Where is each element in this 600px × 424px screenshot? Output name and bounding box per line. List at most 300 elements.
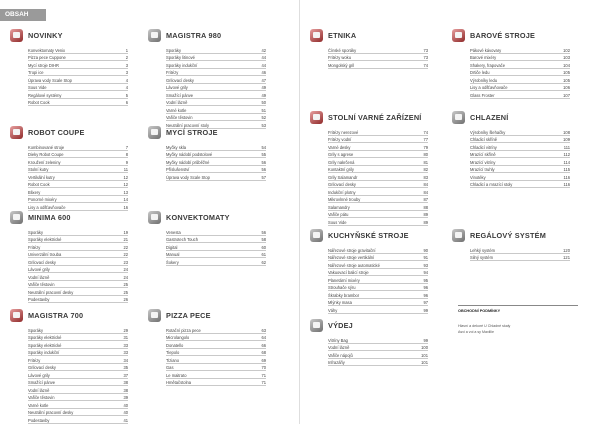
- section-title: KONVEKTOMATY: [166, 212, 230, 222]
- section-entries: [470, 46, 570, 99]
- section-entries: [166, 46, 266, 129]
- index-entry: [28, 379, 128, 387]
- section-thumbnail-icon: [10, 309, 23, 322]
- entry-name: Úprava vody Scale Stop: [28, 77, 72, 83]
- index-entry: [28, 401, 128, 409]
- entry-name: Podestavby: [28, 297, 50, 302]
- entry-name: Sous Vide: [28, 85, 47, 90]
- section-header: [310, 228, 428, 242]
- entry-name: Hmětačstolna: [166, 380, 192, 385]
- entry-page-number: 29: [123, 327, 128, 333]
- entry-name: Sporáky litinové: [166, 55, 195, 60]
- appliance-icon: [455, 114, 462, 120]
- entry-page-number: 103: [563, 55, 570, 60]
- section-magistra980: [148, 28, 266, 129]
- section-vydej: [310, 318, 428, 366]
- section-entries: [166, 326, 266, 386]
- section-entries: [28, 143, 128, 211]
- index-entry: [470, 158, 570, 166]
- section-title: PIZZA PECE: [166, 310, 211, 320]
- entry-name: Vodní lázně: [166, 100, 188, 105]
- index-entry: [328, 291, 428, 299]
- entry-name: Chladicí a mrazící stoly: [470, 182, 513, 187]
- appliance-icon: [313, 232, 320, 238]
- entry-name: Sporáky elektrické: [28, 335, 62, 340]
- entry-name: Mrazící vitríny: [470, 159, 496, 165]
- entry-page-number: 12: [123, 182, 128, 187]
- entry-page-number: 71: [261, 380, 266, 385]
- index-entry: [470, 136, 570, 144]
- entry-page-number: 21: [123, 237, 128, 242]
- entry-page-number: 84: [423, 189, 428, 195]
- entry-name: Úprava vody Scale Stop: [166, 174, 210, 180]
- entry-page-number: 54: [261, 144, 266, 150]
- entry-name: Grilovací desky: [328, 182, 356, 187]
- index-entry: [166, 341, 266, 349]
- section-header: [148, 28, 266, 42]
- entry-name: Robot Cook: [28, 182, 50, 187]
- index-entry: [328, 188, 428, 196]
- entry-name: Sporáky elektrické: [28, 237, 62, 242]
- entry-page-number: 51: [261, 107, 266, 113]
- entry-name: Kombinované stroje: [28, 144, 65, 150]
- entry-name: Myčky skla: [166, 144, 187, 150]
- index-entry: [470, 61, 570, 69]
- entry-page-number: 12: [123, 174, 128, 180]
- index-entry: [328, 46, 428, 54]
- entry-page-number: 44: [261, 55, 266, 60]
- entry-page-number: 41: [123, 417, 128, 423]
- entry-name: Gas: [166, 365, 174, 370]
- index-entry: [28, 151, 128, 159]
- entry-page-number: 16: [123, 204, 128, 210]
- index-entry: [328, 158, 428, 166]
- index-entry: [166, 151, 266, 159]
- index-entry: [470, 166, 570, 174]
- entry-page-number: 80: [423, 152, 428, 157]
- index-entry: [470, 246, 570, 254]
- index-entry: [328, 203, 428, 211]
- entry-page-number: 105: [563, 77, 570, 83]
- entry-name: Fritézy: [166, 70, 179, 75]
- entry-page-number: 24: [123, 267, 128, 272]
- entry-name: Šokery: [166, 259, 179, 265]
- entry-page-number: 101: [421, 352, 428, 358]
- entry-page-number: 116: [563, 174, 570, 180]
- contents-tab: OBSAH: [0, 9, 46, 21]
- appliance-icon: [13, 32, 20, 38]
- index-entry: [328, 254, 428, 262]
- index-entry: [166, 243, 266, 251]
- entry-name: Vařiče nápojů: [328, 352, 353, 358]
- index-entry: [470, 181, 570, 189]
- section-entries: [470, 246, 570, 261]
- index-entry: [28, 228, 128, 236]
- entry-page-number: 35: [123, 365, 128, 370]
- entry-name: Sous Vide: [328, 219, 347, 225]
- index-entry: [328, 284, 428, 292]
- entry-page-number: 49: [261, 92, 266, 98]
- section-title: VÝDEJ: [328, 320, 353, 330]
- entry-page-number: 97: [423, 300, 428, 305]
- section-stolnivarne: [310, 110, 428, 226]
- index-entry: [28, 266, 128, 274]
- entry-name: Planetární mixéry: [328, 277, 360, 283]
- index-entry: [328, 246, 428, 254]
- entry-name: Smažící pánve: [28, 380, 56, 385]
- index-entry: [328, 136, 428, 144]
- index-entry: [328, 269, 428, 277]
- index-entry: [470, 128, 570, 136]
- entry-page-number: 66: [261, 342, 266, 348]
- entry-page-number: 37: [123, 372, 128, 378]
- index-entry: [166, 54, 266, 62]
- entry-name: Smažící pánve: [166, 92, 194, 98]
- entry-page-number: 38: [123, 387, 128, 393]
- index-entry: [28, 236, 128, 244]
- entry-name: Tropi ice: [28, 70, 44, 75]
- terms-note: [458, 305, 578, 335]
- index-entry: [28, 173, 128, 181]
- section-regalove: [452, 228, 570, 261]
- index-entry: [166, 106, 266, 114]
- section-barovestroje: [452, 28, 570, 99]
- entry-page-number: 111: [563, 144, 570, 150]
- index-entry: [28, 188, 128, 196]
- entry-page-number: 99: [423, 337, 428, 343]
- entry-page-number: 60: [261, 244, 266, 250]
- index-entry: [28, 69, 128, 77]
- index-entry: [28, 166, 128, 174]
- index-entry: [166, 114, 266, 122]
- section-entries: [328, 336, 428, 366]
- entry-page-number: 58: [261, 237, 266, 242]
- section-header: [148, 210, 266, 224]
- entry-name: Vodní lázně: [28, 274, 50, 280]
- index-entry: [328, 351, 428, 359]
- entry-name: Sporáky indukční: [28, 350, 60, 355]
- entry-page-number: 22: [123, 252, 128, 257]
- section-title: NOVINKY: [28, 30, 63, 40]
- entry-page-number: 120: [563, 247, 570, 253]
- index-entry: [166, 251, 266, 259]
- entry-page-number: 106: [563, 85, 570, 90]
- entry-name: Pákové kávovary: [470, 47, 502, 53]
- appliance-icon: [13, 214, 20, 220]
- section-thumbnail-icon: [310, 229, 323, 242]
- section-thumbnail-icon: [310, 111, 323, 124]
- index-entry: [470, 76, 570, 84]
- entry-name: Lávové grily: [166, 85, 188, 90]
- index-entry: [28, 356, 128, 364]
- entry-name: Mlýnky masa: [328, 300, 352, 305]
- index-entry: [166, 69, 266, 77]
- entry-page-number: 88: [423, 204, 428, 210]
- entry-page-number: 8: [125, 152, 128, 157]
- entry-page-number: 19: [123, 229, 128, 235]
- entry-page-number: 102: [563, 47, 570, 53]
- entry-name: Grilovací desky: [28, 365, 56, 370]
- entry-name: Vodní lázně: [328, 345, 350, 350]
- entry-name: Le maitrato: [166, 372, 187, 378]
- section-entries: [166, 143, 266, 181]
- index-entry: [328, 344, 428, 352]
- entry-page-number: 24: [123, 274, 128, 280]
- entry-page-number: 61: [261, 252, 266, 257]
- entry-page-number: 34: [123, 357, 128, 363]
- section-header: [10, 210, 128, 224]
- index-entry: [166, 364, 266, 372]
- appliance-icon: [13, 129, 20, 135]
- entry-name: Fritézy: [28, 244, 41, 250]
- section-thumbnail-icon: [310, 29, 323, 42]
- entry-name: Drtiče ledu: [470, 70, 490, 75]
- index-entry: [166, 166, 266, 174]
- entry-page-number: 53: [261, 122, 266, 128]
- appliance-icon: [151, 129, 158, 135]
- entry-name: Příslušenství: [166, 167, 190, 172]
- section-entries: [328, 46, 428, 69]
- entry-page-number: 99: [423, 307, 428, 313]
- entry-name: Tiziano: [166, 357, 180, 363]
- entry-name: Sporáky: [166, 47, 182, 53]
- index-entry: [28, 349, 128, 357]
- section-header: [310, 318, 428, 332]
- index-entry: [28, 273, 128, 281]
- entry-name: Grily Salamandr: [328, 174, 358, 180]
- section-novinky: [10, 28, 128, 106]
- index-entry: [28, 61, 128, 69]
- index-entry: [328, 166, 428, 174]
- entry-name: Vařiče těstovin: [28, 395, 55, 400]
- index-entry: [166, 61, 266, 69]
- index-entry: [328, 359, 428, 367]
- entry-name: Microlangolo: [166, 335, 190, 340]
- section-title: ROBOT COUPE: [28, 127, 85, 137]
- entry-name: Lisy a odšťavňovače: [28, 204, 66, 210]
- entry-name: Nářezové stroje vertikální: [328, 255, 375, 260]
- section-title: BAROVÉ STROJE: [470, 30, 536, 40]
- section-thumbnail-icon: [10, 126, 23, 139]
- entry-name: Mrazící skříně: [470, 152, 496, 157]
- entry-name: Salamandry: [328, 204, 350, 210]
- index-entry: [166, 46, 266, 54]
- entry-page-number: 26: [123, 297, 128, 302]
- section-title: MAGISTRA 700: [28, 310, 84, 320]
- entry-page-number: 4: [125, 77, 128, 83]
- index-entry: [166, 173, 266, 181]
- entry-name: Venesta: [166, 229, 181, 235]
- index-entry: [28, 84, 128, 92]
- entry-name: Výrobníky šlehačky: [470, 129, 506, 135]
- section-thumbnail-icon: [452, 29, 465, 42]
- entry-name: Kontaktní grily: [328, 167, 354, 172]
- section-title: KUCHYŇSKÉ STROJE: [328, 230, 409, 240]
- index-entry: [328, 211, 428, 219]
- entry-page-number: 89: [423, 212, 428, 217]
- section-entries: [328, 246, 428, 314]
- section-thumbnail-icon: [452, 229, 465, 242]
- section-title: ETNIKA: [328, 30, 357, 40]
- entry-name: Sporáky: [28, 229, 44, 235]
- section-header: [310, 110, 428, 124]
- index-entry: [28, 54, 128, 62]
- index-entry: [470, 173, 570, 181]
- index-entry: [28, 76, 128, 84]
- index-entry: [28, 281, 128, 289]
- index-entry: [28, 251, 128, 259]
- entry-name: Lisy a odšťavňovače: [470, 85, 508, 90]
- entry-page-number: 114: [563, 159, 570, 165]
- entry-page-number: 107: [563, 92, 570, 98]
- page-fold-divider: [299, 0, 300, 424]
- appliance-icon: [455, 232, 462, 238]
- section-robotcoupe: [10, 125, 128, 211]
- entry-page-number: 68: [261, 350, 266, 355]
- entry-name: Lehký systém: [470, 247, 496, 253]
- index-entry: [328, 336, 428, 344]
- entry-page-number: 115: [563, 167, 570, 172]
- section-thumbnail-icon: [452, 111, 465, 124]
- index-entry: [28, 416, 128, 424]
- index-entry: [166, 371, 266, 379]
- entry-page-number: 5: [125, 92, 128, 98]
- entry-page-number: 64: [261, 335, 266, 340]
- section-title: REGÁLOVÝ SYSTÉM: [470, 230, 546, 240]
- entry-page-number: 87: [423, 197, 428, 202]
- index-entry: [470, 46, 570, 54]
- section-header: [148, 122, 266, 139]
- entry-name: Univerzální trouba: [28, 252, 62, 257]
- section-magistra700: [10, 308, 128, 424]
- index-entry: [328, 276, 428, 284]
- index-entry: [28, 326, 128, 334]
- index-entry: [28, 181, 128, 189]
- index-entry: [28, 334, 128, 342]
- appliance-icon: [313, 32, 320, 38]
- entry-name: Konvektomaty Venix: [28, 47, 66, 53]
- entry-page-number: 63: [261, 327, 266, 333]
- entry-name: Blixery: [28, 189, 41, 195]
- index-entry: [166, 76, 266, 84]
- entry-page-number: 22: [123, 244, 128, 250]
- entry-name: Lávové grily: [28, 372, 50, 378]
- entry-name: Myčky nádobí podstolové: [166, 152, 213, 157]
- entry-name: Glass Froster: [470, 92, 495, 98]
- index-entry: [28, 409, 128, 417]
- index-entry: [28, 143, 128, 151]
- entry-name: Mrazící truhly: [470, 167, 495, 172]
- entry-name: Vakuovací balicí stroje: [328, 270, 369, 275]
- entry-name: Pizza pece Cuppone: [28, 55, 66, 60]
- entry-page-number: 14: [123, 197, 128, 202]
- entry-page-number: 56: [261, 167, 266, 172]
- entry-page-number: 1: [125, 47, 128, 53]
- entry-name: Čínské sporáky: [328, 47, 357, 53]
- entry-page-number: 56: [261, 229, 266, 235]
- entry-name: Infrazářiy: [328, 360, 345, 365]
- entry-name: Výrobníky ledu: [470, 77, 498, 83]
- entry-page-number: 96: [423, 285, 428, 290]
- entry-page-number: 3: [125, 62, 128, 68]
- entry-page-number: 33: [123, 342, 128, 348]
- entry-page-number: 84: [423, 182, 428, 187]
- entry-page-number: 89: [423, 219, 428, 225]
- section-title: STOLNÍ VARNÉ ZAŘÍZENÍ: [328, 112, 422, 122]
- section-chlazeni: [452, 110, 570, 188]
- entry-name: Ponorné mixéry: [28, 197, 57, 202]
- entry-name: Varné kotle: [166, 107, 187, 113]
- entry-page-number: 55: [261, 152, 266, 157]
- entry-name: Neutrální pracovní desky: [28, 289, 74, 295]
- entry-name: Manual: [166, 252, 180, 257]
- entry-page-number: 93: [423, 262, 428, 268]
- entry-page-number: 101: [421, 360, 428, 365]
- entry-name: Varné kotle: [28, 402, 49, 408]
- entry-name: Nářezové stroje gravitační: [328, 247, 376, 253]
- section-konvektomaty: [148, 210, 266, 266]
- entry-name: Sporáky elektrické: [28, 342, 62, 348]
- entry-page-number: 83: [423, 174, 428, 180]
- entry-name: Lávové grily: [28, 267, 50, 272]
- index-entry: [328, 143, 428, 151]
- index-entry: [470, 54, 570, 62]
- index-entry: [28, 243, 128, 251]
- entry-name: Gastrotech Touch: [166, 237, 199, 242]
- index-entry: [328, 54, 428, 62]
- entry-name: Fritézy vodní: [328, 137, 352, 142]
- index-entry: [328, 128, 428, 136]
- entry-page-number: 47: [261, 77, 266, 83]
- entry-page-number: 74: [423, 129, 428, 135]
- appliance-icon: [313, 322, 320, 328]
- entry-page-number: 49: [261, 85, 266, 90]
- index-entry: [328, 218, 428, 226]
- entry-name: Grilovací desky: [166, 77, 194, 83]
- section-etnika: [310, 28, 428, 69]
- index-entry: [166, 84, 266, 92]
- entry-page-number: 73: [423, 47, 428, 53]
- entry-name: Indukční plotny: [328, 189, 356, 195]
- index-entry: [28, 91, 128, 99]
- entry-page-number: 57: [261, 174, 266, 180]
- entry-page-number: 100: [421, 345, 428, 350]
- section-header: [10, 28, 128, 42]
- entry-name: Vertikální kutry: [28, 174, 55, 180]
- entry-page-number: 74: [423, 62, 428, 68]
- entry-name: Mycí stroje DIHR: [28, 62, 59, 68]
- index-entry: [28, 364, 128, 372]
- entry-page-number: 31: [123, 335, 128, 340]
- entry-name: Vinotéky: [470, 174, 486, 180]
- index-entry: [166, 326, 266, 334]
- index-entry: [328, 299, 428, 307]
- section-thumbnail-icon: [148, 29, 161, 42]
- index-entry: [28, 371, 128, 379]
- entry-page-number: 2: [125, 55, 128, 60]
- section-entries: [28, 326, 128, 424]
- section-header: [10, 308, 128, 322]
- index-entry: [470, 69, 570, 77]
- section-header: [452, 110, 570, 124]
- entry-page-number: 40: [123, 402, 128, 408]
- note-line-1: Hlavní a dekoré U Chladné skaly: [458, 323, 511, 328]
- entry-page-number: 109: [563, 137, 570, 142]
- entry-page-number: 112: [563, 152, 570, 157]
- entry-page-number: 69: [261, 357, 266, 363]
- entry-name: Dieky Robot Coupe: [28, 152, 64, 157]
- index-entry: [28, 394, 128, 402]
